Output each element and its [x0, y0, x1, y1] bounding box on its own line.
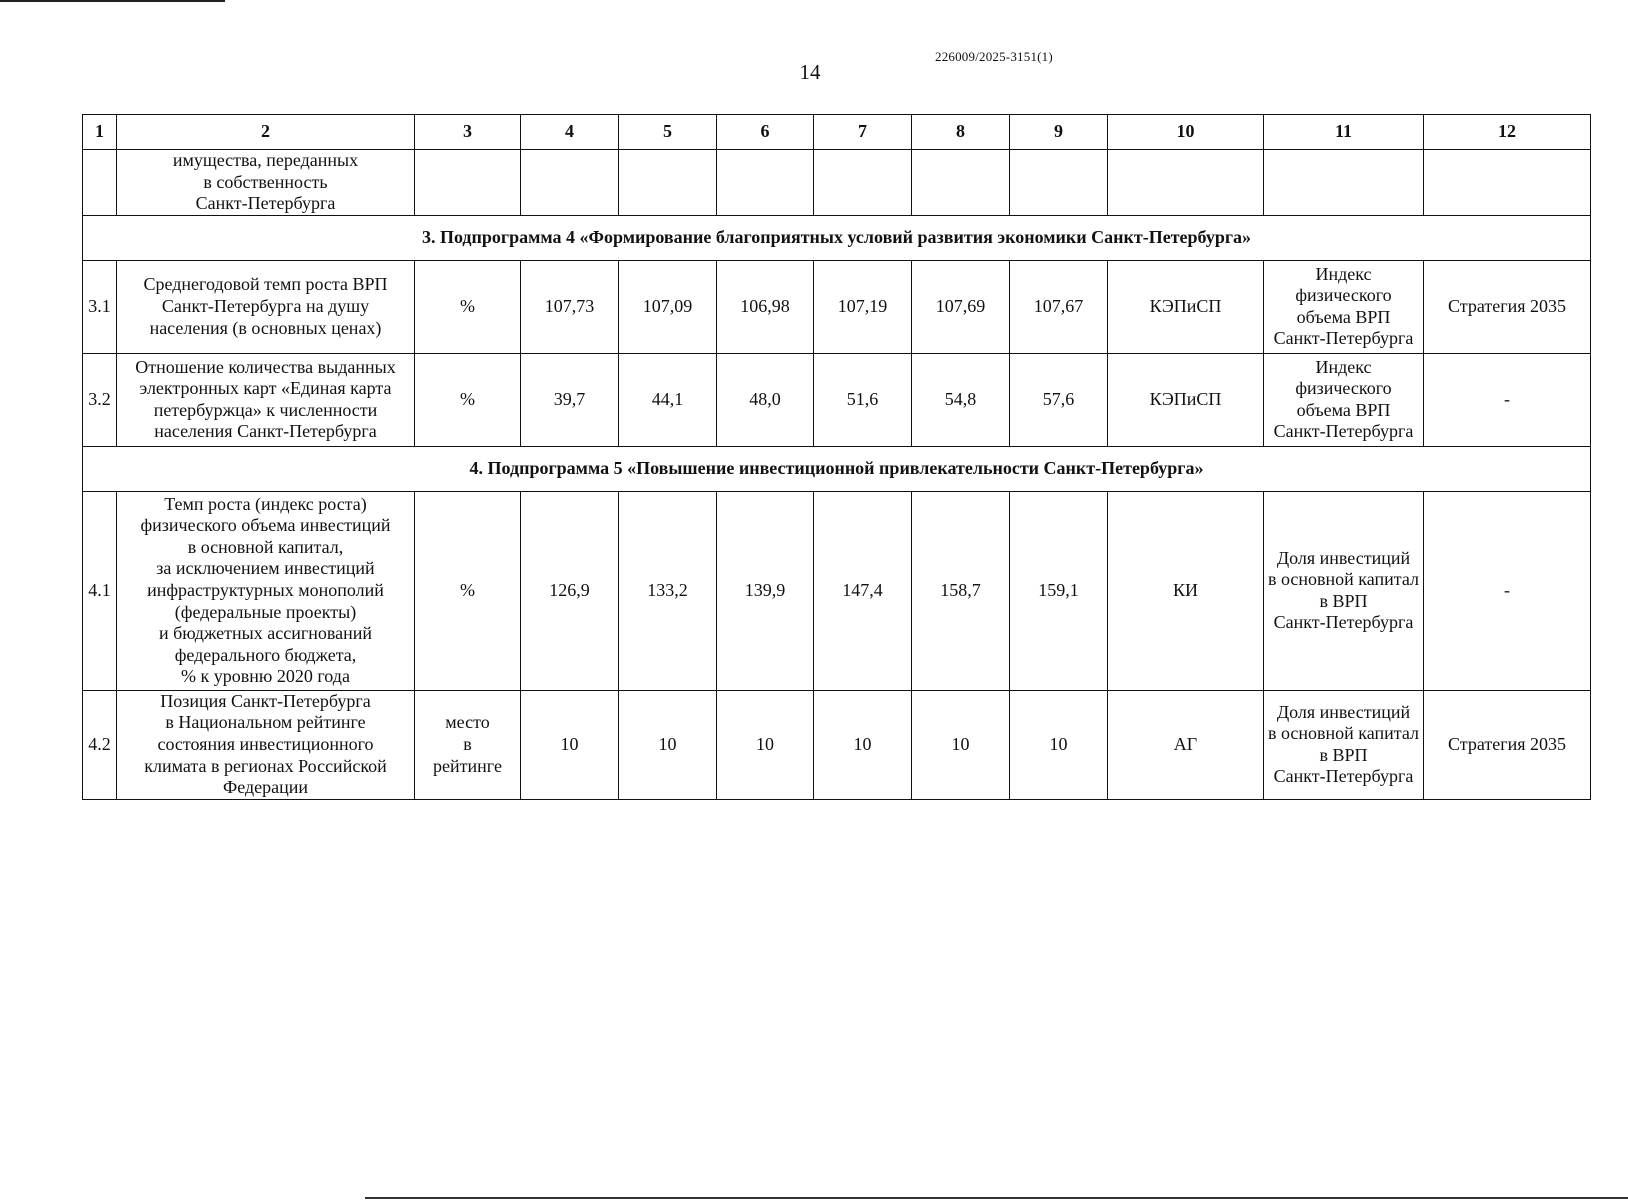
header-cell: 12 — [1424, 115, 1591, 150]
source-cell: - — [1424, 491, 1591, 690]
value-cell: 159,1 — [1010, 491, 1108, 690]
value-cell: 39,7 — [521, 353, 619, 446]
indicator-name: имущества, переданных в собственность Санкт-Петербурга — [117, 150, 415, 216]
responsible-cell: КЭПиСП — [1108, 260, 1264, 353]
value-cell: 44,1 — [619, 353, 717, 446]
section-title: 4. Подпрограмма 5 «Повышение инвестиционной привлекательности Санкт-Петербурга» — [83, 446, 1591, 491]
table-row — [83, 690, 1591, 799]
section-row-4 — [83, 446, 1591, 491]
header-cell: 7 — [814, 115, 912, 150]
header-cell: 4 — [521, 115, 619, 150]
indicator-name: Среднегодовой темп роста ВРП Санкт-Петербурга на душу населения (в основных ценах) — [117, 260, 415, 353]
value-cell: 139,9 — [717, 491, 814, 690]
header-cell: 9 — [1010, 115, 1108, 150]
value-cell: 10 — [521, 690, 619, 799]
indicator-name: Позиция Санкт-Петербурга в Национальном рейтинге состояния инвестиционного климата в регионах Российской Федерации — [117, 690, 415, 799]
value-cell: 158,7 — [912, 491, 1010, 690]
value-cell: 106,98 — [717, 260, 814, 353]
section-title: 3. Подпрограмма 4 «Формирование благоприятных условий развития экономики Санкт-Петербурга» — [83, 215, 1591, 260]
source-cell: - — [1424, 353, 1591, 446]
table-row — [83, 491, 1591, 690]
header-cell: 6 — [717, 115, 814, 150]
value-cell: 107,19 — [814, 260, 912, 353]
unit-cell: % — [415, 353, 521, 446]
indicator-name: Темп роста (индекс роста) физического объема инвестиций в основной капитал, за исключением инвестиций инфраструктурных монополий (федеральные проекты) и бюджетных ассигнований федерального бюджета, % к уровню 2020 года — [117, 491, 415, 690]
link-cell: Доля инвестиций в основной капитал в ВРП Санкт-Петербурга — [1264, 690, 1424, 799]
header-cell: 1 — [83, 115, 117, 150]
value-cell: 107,73 — [521, 260, 619, 353]
row-number: 3.1 — [83, 260, 117, 353]
header-row — [83, 115, 1591, 150]
responsible-cell: КЭПиСП — [1108, 353, 1264, 446]
value-cell: 48,0 — [717, 353, 814, 446]
value-cell: 147,4 — [814, 491, 912, 690]
unit-cell: % — [415, 260, 521, 353]
value-cell: 10 — [619, 690, 717, 799]
value-cell: 126,9 — [521, 491, 619, 690]
header-cell: 3 — [415, 115, 521, 150]
scan-edge-top — [0, 0, 225, 2]
table-row — [83, 260, 1591, 353]
header-cell: 2 — [117, 115, 415, 150]
value-cell: 133,2 — [619, 491, 717, 690]
value-cell: 10 — [814, 690, 912, 799]
page-number: 14 — [799, 60, 821, 84]
responsible-cell: АГ — [1108, 690, 1264, 799]
row-number: 4.2 — [83, 690, 117, 799]
responsible-cell: КИ — [1108, 491, 1264, 690]
document-id: 226009/2025-3151(1) — [935, 49, 1053, 64]
table-row — [83, 353, 1591, 446]
value-cell: 107,09 — [619, 260, 717, 353]
header-cell: 8 — [912, 115, 1010, 150]
unit-cell: % — [415, 491, 521, 690]
source-cell: Стратегия 2035 — [1424, 690, 1591, 799]
header-cell: 10 — [1108, 115, 1264, 150]
section-row-3 — [83, 215, 1591, 260]
row-number: 3.2 — [83, 353, 117, 446]
scan-edge-bottom — [365, 1197, 1628, 1199]
value-cell: 51,6 — [814, 353, 912, 446]
value-cell: 10 — [1010, 690, 1108, 799]
source-cell: Стратегия 2035 — [1424, 260, 1591, 353]
indicator-name: Отношение количества выданных электронных карт «Единая карта петербуржца» к численности населения Санкт-Петербурга — [117, 353, 415, 446]
value-cell: 10 — [717, 690, 814, 799]
value-cell: 54,8 — [912, 353, 1010, 446]
value-cell: 57,6 — [1010, 353, 1108, 446]
link-cell: Индекс физического объема ВРП Санкт-Петербурга — [1264, 353, 1424, 446]
table-row-continuation — [83, 150, 1591, 216]
value-cell: 107,69 — [912, 260, 1010, 353]
value-cell: 10 — [912, 690, 1010, 799]
value-cell: 107,67 — [1010, 260, 1108, 353]
unit-cell: место в рейтинге — [415, 690, 521, 799]
link-cell: Индекс физического объема ВРП Санкт-Петербурга — [1264, 260, 1424, 353]
link-cell: Доля инвестиций в основной капитал в ВРП Санкт-Петербурга — [1264, 491, 1424, 690]
row-number: 4.1 — [83, 491, 117, 690]
indicators-table — [82, 114, 1591, 800]
header-cell: 5 — [619, 115, 717, 150]
header-cell: 11 — [1264, 115, 1424, 150]
